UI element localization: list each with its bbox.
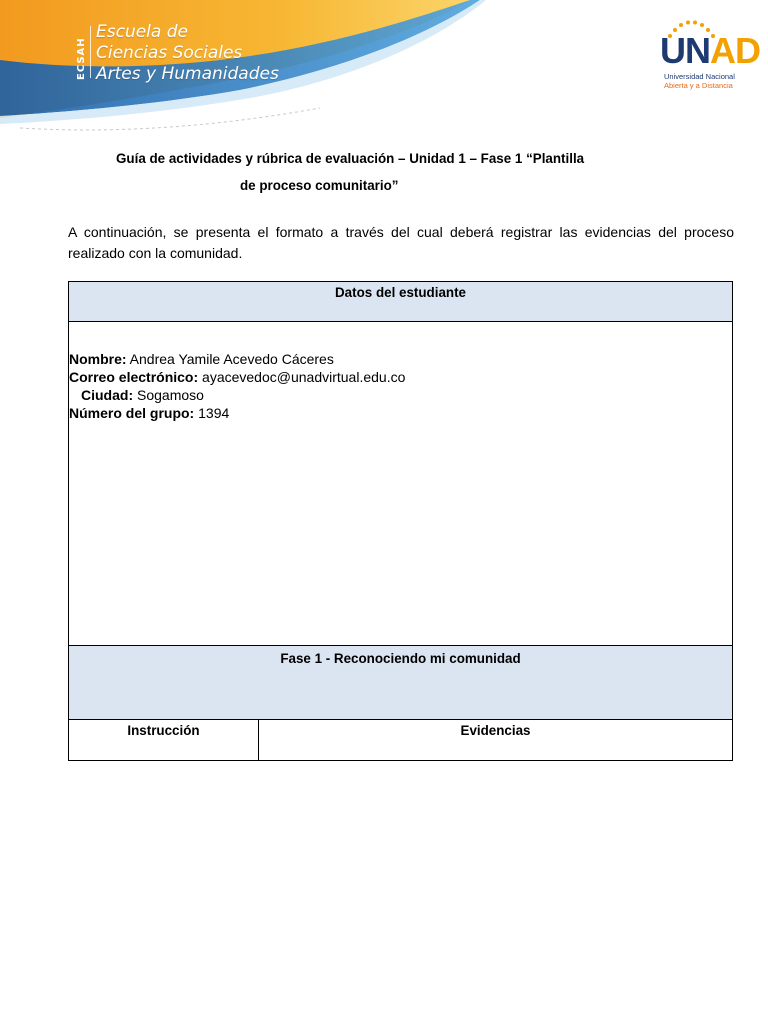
logo-subtitle: Abierta y a Distancia <box>664 81 733 90</box>
school-name-line: Artes y Humanidades <box>96 64 279 84</box>
name-field: Nombre: Andrea Yamile Acevedo Cáceres <box>69 351 334 367</box>
document-title: Guía de actividades y rúbrica de evaluación – Unidad 1 – Fase 1 “Plantilla <box>116 151 585 166</box>
header-banner <box>0 0 768 140</box>
instruction-column-header: Instrucción <box>69 720 259 760</box>
document-title-continued: de proceso comunitario” <box>240 178 399 193</box>
student-info-cell <box>69 322 732 646</box>
ecsah-acronym: ECSAH <box>76 37 87 80</box>
city-field: Ciudad: Sogamoso <box>81 387 204 403</box>
evidence-column-header: Evidencias <box>460 723 531 738</box>
divider <box>90 26 91 78</box>
school-name <box>96 22 279 85</box>
unad-logo <box>660 20 760 95</box>
school-name-line: Escuela de <box>96 22 188 42</box>
phase-header: Fase 1 - Reconociendo mi comunidad <box>280 651 521 666</box>
group-field: Número del grupo: 1394 <box>69 405 230 421</box>
logo-subtitle: Universidad Nacional <box>664 72 735 81</box>
school-name-line: Ciencias Sociales <box>96 43 243 63</box>
student-header-row <box>69 282 732 322</box>
intro-paragraph: A continuación, se presenta el formato a través del cual deberá registrar las evidencias del proceso realizado con la comunidad. <box>68 224 734 261</box>
email-field: Correo electrónico: ayacevedoc@unadvirtual.edu.co <box>69 369 406 385</box>
phase-header-row <box>69 646 732 720</box>
student-header: Datos del estudiante <box>335 285 466 300</box>
columns-header-row <box>69 720 732 760</box>
logo-wordmark: UNAD <box>660 30 760 71</box>
student-data-table <box>68 281 733 761</box>
